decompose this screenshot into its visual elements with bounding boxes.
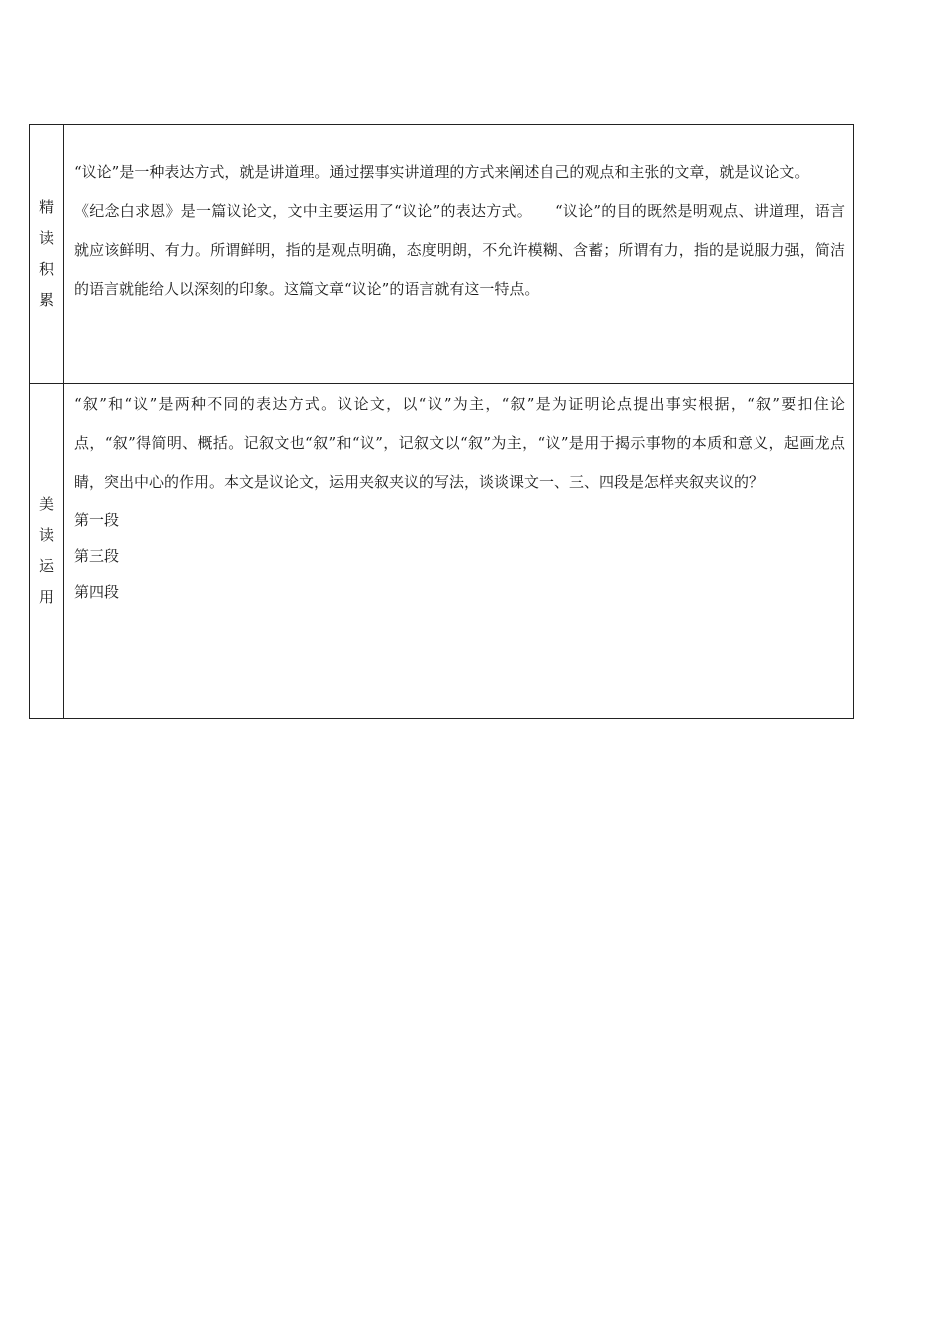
row-label-aesthetic-reading [30,384,64,718]
answer-item-first-paragraph: 第一段 [74,511,120,529]
table-row-intensive-reading [30,125,853,384]
answer-item-third-paragraph: 第三段 [74,547,120,565]
label-char: 美 [38,495,54,513]
worksheet-table [29,124,854,719]
row-label-intensive-reading [30,125,64,383]
paragraph-question: “叙”和“议”是两种不同的表达方式。议论文，以“议”为主，“叙”是为证明论点提出事实根据，“叙”要扣住论点，“叙”得简明、概括。记叙文也“叙”和“议”，记叙文以“叙”为主，“议”是用于揭示事物的本质和意义，起画龙点睛，突出中心的作用。本文是议论文，运用夹叙夹议的写法，谈谈课文一、三、四段是怎样夹叙夹议的？ [74,395,845,491]
label-char: 用 [38,588,54,606]
answer-item-fourth-paragraph: 第四段 [74,583,120,601]
content-cell-aesthetic-reading [64,384,853,718]
table-row-aesthetic-reading [30,384,853,718]
label-char: 运 [38,557,54,575]
label-char: 读 [38,526,54,544]
content-cell-intensive-reading [64,125,853,383]
label-char: 累 [38,291,54,309]
label-char: 精 [38,198,54,216]
label-char: 积 [38,260,54,278]
paragraph-definition: “议论”是一种表达方式，就是讲道理。通过摆事实讲道理的方式来阐述自己的观点和主张的文章，就是议论文。 [74,163,810,181]
paragraph-analysis: 《纪念白求恩》是一篇议论文，文中主要运用了“议论”的表达方式。 “议论”的目的既然是明观点、讲道理，语言就应该鲜明、有力。所谓鲜明，指的是观点明确，态度明朗，不允许模糊、含蓄；所谓有力，指的是说服力强，简洁的语言就能给人以深刻的印象。这篇文章“议论”的语言就有这一特点。 [74,202,845,298]
label-char: 读 [38,229,54,247]
